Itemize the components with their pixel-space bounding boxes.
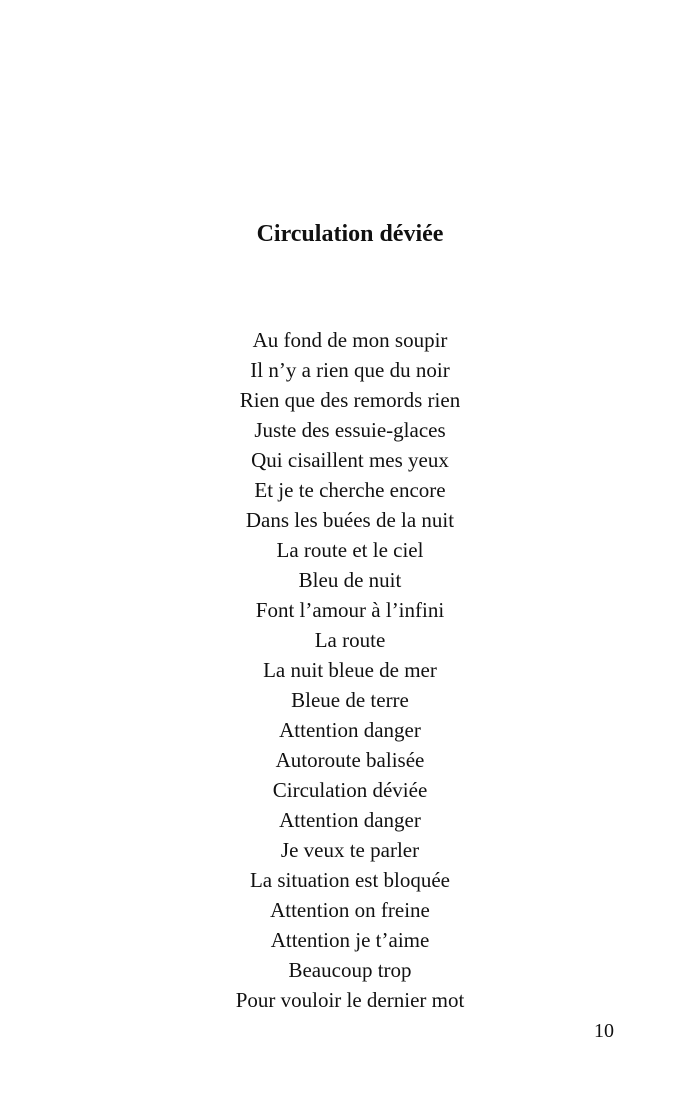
- poem-line: Attention danger: [279, 718, 421, 742]
- poem-line: Pour vouloir le dernier mot: [235, 988, 465, 1012]
- poem-line: Au fond de mon soupir: [252, 328, 448, 352]
- poem-line: Font l’amour à l’infini: [255, 598, 445, 622]
- poem-title: Circulation déviée: [256, 221, 444, 247]
- poem-body: [0, 325, 700, 1015]
- poem-line: Dans les buées de la nuit: [245, 508, 455, 532]
- poem-line: Attention on freine: [270, 898, 430, 922]
- poem-line: Beaucoup trop: [288, 958, 412, 982]
- page-number: 10: [594, 1020, 614, 1042]
- poem-line: La situation est bloquée: [249, 868, 451, 892]
- poem-line: Qui cisaillent mes yeux: [251, 448, 449, 472]
- poem-line: Attention je t’aime: [270, 928, 430, 952]
- poem-line: Rien que des remords rien: [239, 388, 461, 412]
- poem-line: La route: [314, 628, 386, 652]
- poem-line: La route et le ciel: [276, 538, 424, 562]
- poem-line: Bleue de terre: [291, 688, 409, 712]
- poem-line: Et je te cherche encore: [254, 478, 446, 502]
- poem-line: Attention danger: [279, 808, 421, 832]
- poem-line: Bleu de nuit: [298, 568, 402, 592]
- poem-line: Il n’y a rien que du noir: [250, 358, 450, 382]
- poem-line: Autoroute balisée: [275, 748, 425, 772]
- poem-line: Je veux te parler: [280, 838, 420, 862]
- poem-line: Circulation déviée: [272, 778, 428, 802]
- poem-line: La nuit bleue de mer: [263, 658, 437, 682]
- poem-line: Juste des essuie-glaces: [254, 418, 446, 442]
